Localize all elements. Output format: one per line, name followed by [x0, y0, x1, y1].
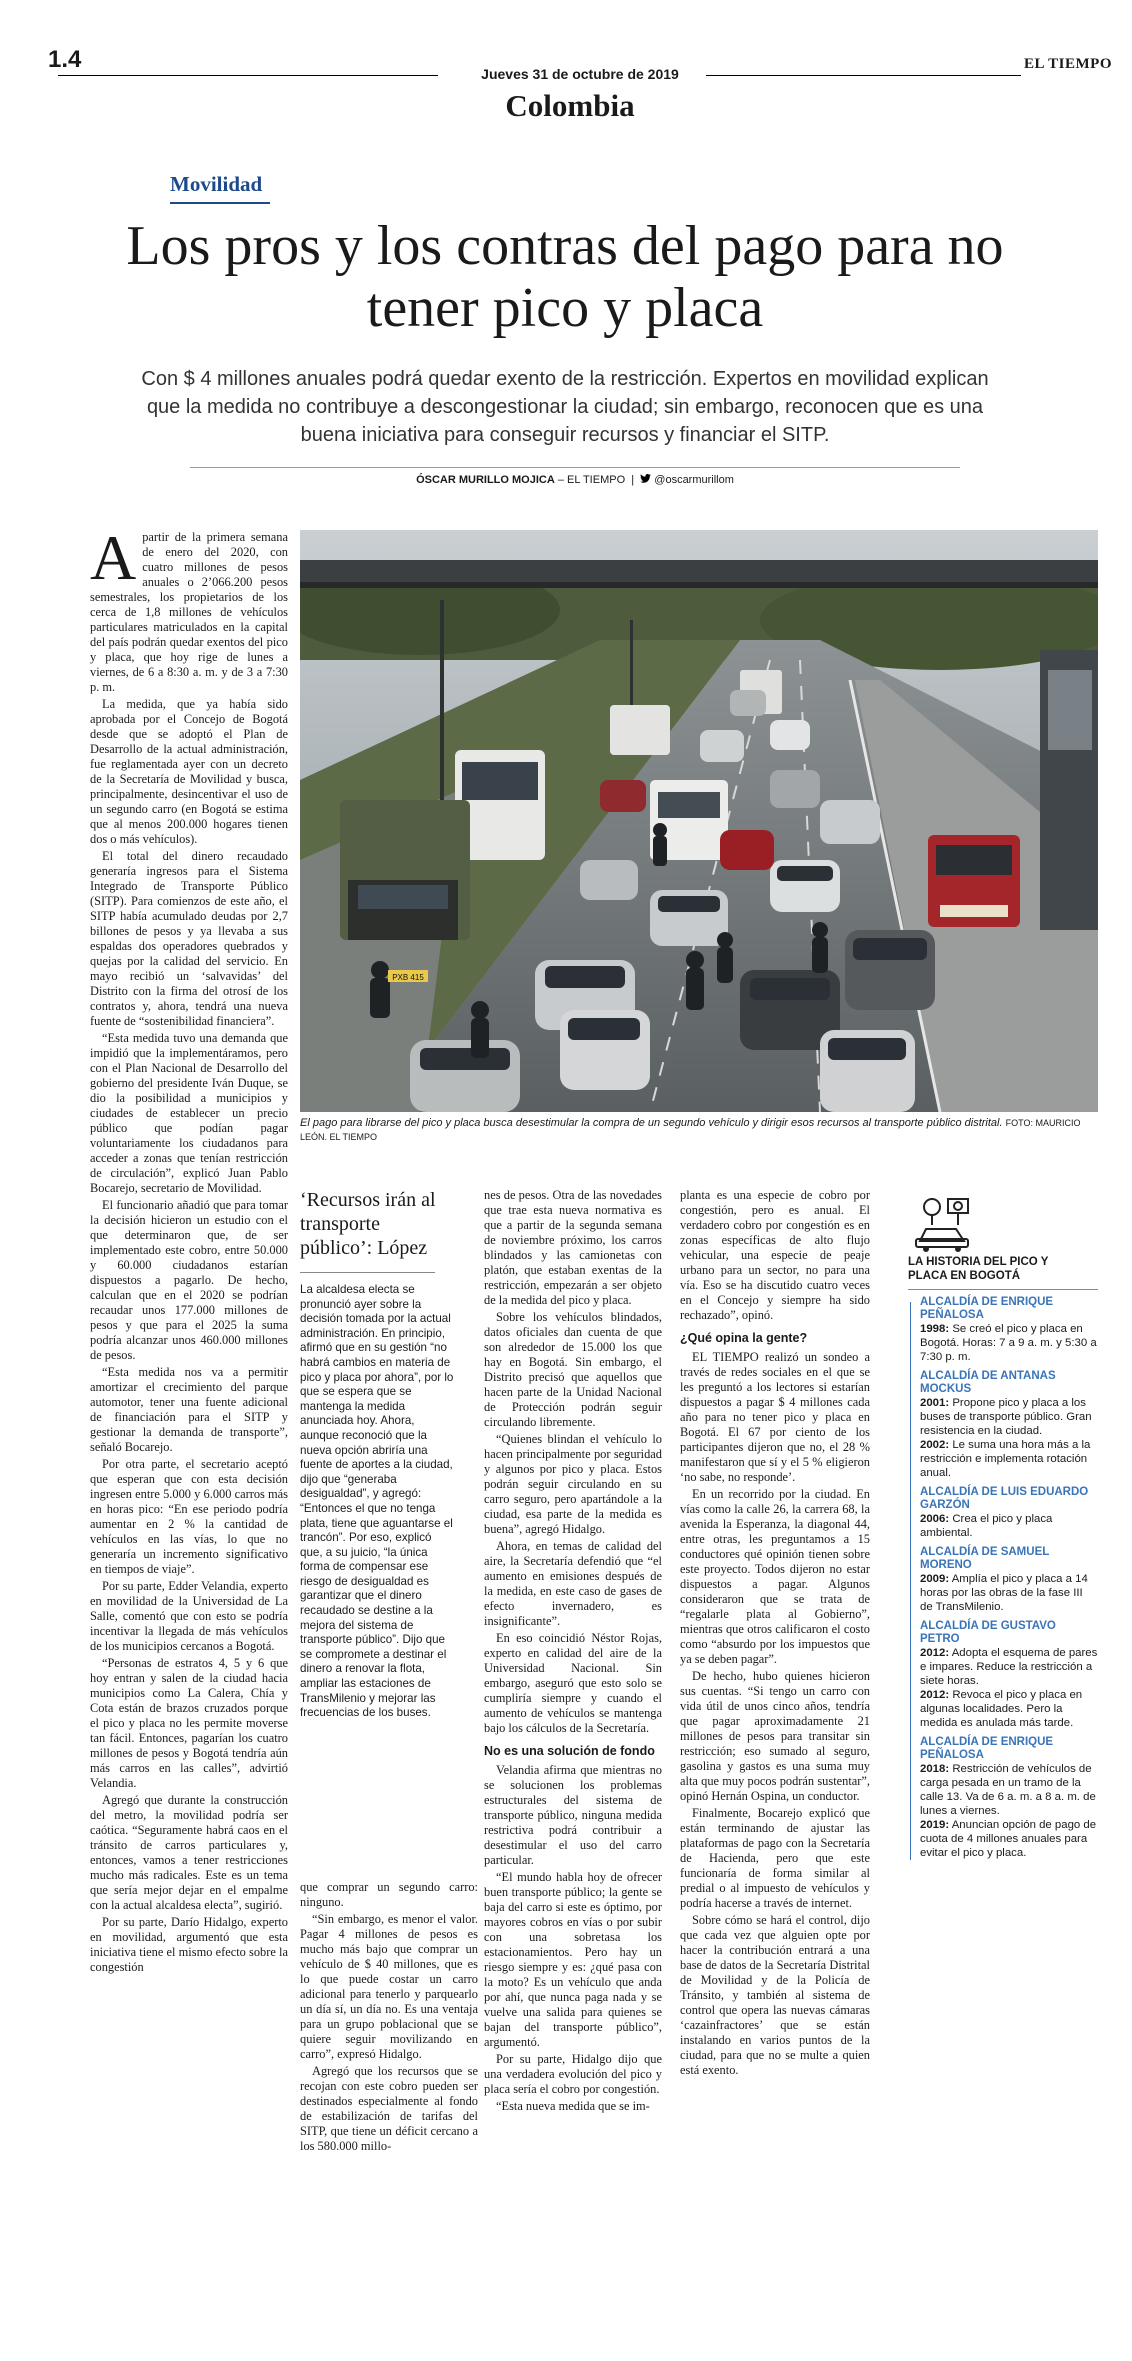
- timeline-period: ALCALDÍA DE GUSTAVO PETRO: [920, 1620, 1056, 1645]
- timeline-period: ALCALDÍA DE SAMUEL MORENO: [920, 1546, 1050, 1571]
- timeline-year: 2019:: [920, 1819, 950, 1831]
- section-title: Colombia: [505, 88, 635, 123]
- timeline-entry: [920, 1688, 1098, 1730]
- timeline-text: Amplía el pico y placa a 14 horas por las obras de la fase III de TransMilenio.: [920, 1573, 1088, 1613]
- byline-author: ÓSCAR MURILLO MOJICA: [416, 474, 555, 486]
- paragraph: “Esta nueva medida que se im-: [496, 2099, 650, 2113]
- article-headline: Los pros y los contras del pago para no tener pico y placa: [126, 215, 1004, 339]
- timeline-text: Propone pico y placa a los buses de transporte público. Gran resistencia en la ciudad.: [920, 1397, 1092, 1437]
- paragraph: El funcionario añadió que para tomar la decisión hicieron un estudio con el que determinaron que, de ser implementado este cobro, entre 50.000 y 60.000 ciudadanos estarían dispuestos a pagarlo. De hecho, calculan que en el 2020 se podrían recaudar unos 177.000 millones de pesos y que para el 2025 la suma podría alcanzar unos 460.000 millones de pesos.: [90, 1198, 288, 1362]
- timeline-period: ALCALDÍA DE LUIS EDUARDO GARZÓN: [920, 1486, 1089, 1511]
- timeline-entry: [920, 1762, 1098, 1818]
- byline-outlet: – EL TIEMPO: [557, 474, 626, 486]
- timeline-entry: [920, 1396, 1098, 1438]
- timeline-text: Crea el pico y placa ambiental.: [920, 1513, 1053, 1539]
- traffic-photo-illustration: [300, 530, 1098, 1112]
- column-3: [484, 1188, 662, 2116]
- timeline-period: ALCALDÍA DE ANTANAS MOCKUS: [920, 1370, 1056, 1395]
- timeline-year: 2009:: [920, 1573, 950, 1585]
- dateline: [460, 66, 700, 82]
- paragraph: “Esta medida nos va a permitir amortizar el crecimiento del parque automotor, tener una fuente adicional de financiación para el SITP y gestionar la demanda de transporte”, señaló Bocarejo.: [90, 1365, 288, 1454]
- paragraph: Por su parte, Edder Velandia, experto en movilidad de la Universidad de La Salle, comentó que con esto se podría incentivar la llegada de más vehículos de los municipios cercanos a Bogotá.: [90, 1579, 288, 1653]
- byline-handle: @oscarmurillom: [654, 474, 734, 486]
- paragraph: Agregó que los recursos que se recojan con este cobro pueden ser destinados especialmente al fondo de estabilización de tarifas del SITP, que tiene un déficit cercano a los 580.000 millo-: [300, 2064, 478, 2153]
- paragraph: nes de pesos. Otra de las novedades que trae esta nueva normativa es que a partir de la segunda semana de noviembre próximo, los carros blindados y las camionetas con platón, que estaban exentas de la restricción, empezarán a ser objeto de la medida del pico y placa.: [484, 1188, 662, 1307]
- timeline-year: 2001:: [920, 1397, 950, 1409]
- paragraph: Finalmente, Bocarejo explicó que están terminando de ajustar las plataformas de pago con la Secretaría de Hacienda, pero que este funcionaría de forma similar al predial o al impuesto de vehículos y podría hacerse a través de internet.: [680, 1806, 870, 1910]
- kicker-underline: [170, 202, 270, 204]
- column-1: [90, 522, 288, 1977]
- column-2-tail: [300, 1880, 478, 2156]
- paragraph: planta es una especie de cobro por congestión, pero es anual. El verdadero cobro por congestión es en zonas específicas de alto flujo vehicular, una especie de peaje urbano para un sector, no para una vía. Eso se ha discutido cuatro veces en el Concejo y siempre ha sido rechazado”, opinó.: [680, 1188, 870, 1322]
- truck-plate: PXB 415: [392, 973, 424, 982]
- timeline-entry: [920, 1322, 1098, 1364]
- timeline-title: LA HISTORIA DEL PICO Y PLACA EN BOGOTÁ: [908, 1256, 1049, 1282]
- paragraph: Velandia afirma que mientras no se solucionen los problemas estructurales del sistema de transporte público, ninguna medida restrictiva podrá contribuir a desestimular el uso del carro particular.: [484, 1763, 662, 1867]
- photo-caption-text: El pago para librarse del pico y placa busca desestimular la compra de un segundo vehículo y dirigir esos recursos al transporte público distrital.: [300, 1117, 1003, 1129]
- paragraph: Por su parte, Hidalgo dijo que una verdadera evolución del pico y placa sería el cobro por congestión.: [484, 2052, 662, 2096]
- paragraph: Sobre cómo se hará el control, dijo que cada vez que alguien opte por hacer la contribución entrará a una base de datos de la Secretaría Distrital de Movilidad y de la Policía de Tránsito, y también al sistema de control que opera las nuevas cámaras ‘cazainfractores’ que se están instalando en varios puntos de la ciudad, para que no se multe a quien está exento.: [680, 1913, 870, 2077]
- timeline-entry: [920, 1572, 1098, 1614]
- paragraph: La medida, que ya había sido aprobada por el Concejo de Bogotá desde que se adoptó el Plan de Desarrollo de la actual administración, fue reglamentada ayer con un decreto de la Secretaría de Movilidad y busca, principalmente, desincentivar el uso de un segundo carro (en Bogotá se estima que al menos 200.000 hogares tienen dos o más vehículos).: [90, 697, 288, 846]
- photo-caption: [300, 1116, 1100, 1144]
- sidebar-box-title: ‘Recursos irán al transporte público’: López: [300, 1189, 436, 1259]
- article-kicker: Movilidad: [170, 172, 263, 196]
- timeline-text: Restricción de vehículos de carga pesada en un tramo de la calle 13. Va de 6 a. m. a 8 a. m. de lunes a viernes.: [920, 1763, 1096, 1817]
- timeline-period: ALCALDÍA DE ENRIQUE PEÑALOSA: [920, 1296, 1054, 1321]
- newspaper-brand: EL TIEMPO: [1024, 56, 1112, 72]
- traffic-camera-car-icon: [912, 1195, 982, 1253]
- paragraph: “Quienes blindan el vehículo lo hacen principalmente por seguridad y algunos por pico y placa. Estos podrán seguir circulando en su carro seguro, pero apartándole a la ciudad, esa parte de la medida es buena”, agregó Hidalgo.: [484, 1432, 662, 1536]
- paragraph: “El mundo habla hoy de ofrecer buen transporte público; la gente se baja del carro si este es óptimo, por mayores cobros en vías o por subir con una sobretasa los estacionamientos. Pero hay un riesgo siempre y es: ¿qué pasa con la moto? Es un vehículo que anda por ahí, que nunca paga nada y se vuelve una salida para quienes se bajan del transporte público”, argumentó.: [484, 1870, 662, 2049]
- timeline-text: Se creó el pico y placa en Bogotá. Horas: 7 a 9 a. m. y 5:30 a 7:30 p. m.: [920, 1323, 1097, 1363]
- subheading: No es una solución de fondo: [484, 1744, 655, 1758]
- paragraph: partir de la primera semana de enero del 2020, con cuatro millones de pesos anuales o 2’066.200 pesos semestrales, los propietarios de los cerca de 1,8 millones de vehículos particulares matriculados en la capital del país podrán quedar exentos del pico y placa, que hoy rige de lunes a viernes, de 6 a 8:30 a. m. y de 3 a 7:30 p. m.: [90, 530, 288, 694]
- timeline-year: 2018:: [920, 1763, 950, 1775]
- paragraph: Por otra parte, el secretario aceptó que esperan que con esta decisión ingresen entre 5.000 y 6.000 carros más en horas pico: “En ese periodo podría aumentar en 2 % la cantidad de vehículos en las vías, lo que no generaría un incremento significativo en tiempos de viaje”.: [90, 1457, 288, 1576]
- article-standfirst: Con $ 4 millones anuales podrá quedar exento de la restricción. Expertos en movilidad explican que la medida no contribuye a descongestionar la ciudad; sin embargo, reconocen que es una buena iniciativa para conseguir recursos y financiar el SITP.: [141, 368, 989, 446]
- traffic-photo: [300, 530, 1098, 1112]
- timeline-entry: [920, 1646, 1098, 1688]
- paragraph: “Esta medida tuvo una demanda que impidió que la implementáramos, pero con el Plan Nacional de Desarrollo del gobierno del presidente Iván Duque, se dio la posibilidad a municipios y ciudades de establecer un precio público que podían pagar voluntariamente los ciudadanos para acceder a zonas que tenían restricción de circulación”, explicó Juan Pablo Bocarejo, secretario de Movilidad.: [90, 1031, 288, 1195]
- paragraph: “Personas de estratos 4, 5 y 6 que hoy entran y salen de la ciudad hacia municipios como La Calera, Chía y Cota están de brazos cruzados porque el pico y placa no les permite moverse tan fácil. Entonces, pagarían los cuatro millones de pesos y Bogotá tendría aún más carros en las calles”, advirtió Velandia.: [90, 1656, 288, 1790]
- timeline-text: Le suma una hora más a la restricción e implementa rotación anual.: [920, 1439, 1091, 1479]
- timeline-text: Adopta el esquema de pares e impares. Reduce la restricción a siete horas.: [920, 1647, 1098, 1687]
- byline-rule: [190, 467, 960, 468]
- twitter-icon: [640, 474, 651, 486]
- paragraph: EL TIEMPO realizó un sondeo a través de redes sociales en el que se les preguntó a los lectores si estarían dispuestos a pagar $ 4 millones cada año para no tener pico y placa en Bogotá. El 67 por ciento de los participantes dijeron que no, el 28 % manifestaron que sí y el 5 % eligieron ‘no sabe, no responde’.: [680, 1350, 870, 1484]
- paragraph: Agregó que durante la construcción del metro, la movilidad podría ser caótica. “Seguramente habrá caos en el tránsito de carros particulares y, entonces, vamos a tener restricciones mucho más radicales. Este es un tema que sería mejor dejar en el empalme con la actual alcaldesa electa”, sugirió.: [90, 1793, 288, 1912]
- timeline-year: 2002:: [920, 1439, 950, 1451]
- byline: ÓSCAR MURILLO MOJICA – EL TIEMPO | @oscarmurillom: [416, 474, 734, 486]
- paragraph: El total del dinero recaudado generaría ingresos para el Sistema Integrado de Transporte Público (SITP). Para comienzos de este año, el SITP había acumulado deudas por 2,7 billones de pesos y ya llevaba a sus espaldas dos operadores quebrados y quejas por la calidad del servicio. En mayo recibió un ‘salvavidas’ del Distrito con la firma del otrosí de los contratos y, ahora, tendrá una nueva fuente de “sostenibilidad financiera”.: [90, 849, 288, 1028]
- timeline-text: Revoca el pico y placa en algunas localidades. Pero la medida es anulada más tarde.: [920, 1689, 1083, 1729]
- timeline-sidebar: [908, 1195, 1098, 1860]
- timeline-entry: [920, 1438, 1098, 1480]
- timeline-text: Anuncian opción de pago de cuota de 4 millones anuales para evitar el pico y placa.: [920, 1819, 1097, 1859]
- paragraph: En eso coincidió Néstor Rojas, experto en calidad del aire de la Universidad Nacional. Sin embargo, aseguró que esto solo se cumpliría siempre y cuando el aumento de vehículos se mantenga bajo los cálculos de la Secretaría.: [484, 1631, 662, 1735]
- timeline-period: ALCALDÍA DE ENRIQUE PEÑALOSA: [920, 1736, 1054, 1761]
- timeline-year: 2012:: [920, 1647, 950, 1659]
- paragraph: Por su parte, Darío Hidalgo, experto en movilidad, argumentó que esta iniciativa tiene el mismo efecto sobre la congestión: [90, 1915, 288, 1974]
- timeline-rule: [908, 1289, 1098, 1290]
- sidebar-box: [300, 1188, 455, 1721]
- photo-credit: FOTO: MAURICIO LEÓN. EL TIEMPO: [300, 1118, 1081, 1142]
- header-rule-right: [706, 75, 1021, 76]
- sidebar-box-rule: [300, 1272, 435, 1273]
- timeline-entry: [920, 1818, 1098, 1860]
- date: Jueves 31 de octubre de 2019: [481, 66, 679, 82]
- timeline-axis: [910, 1302, 911, 1860]
- paragraph: En un recorrido por la ciudad. En vías como la calle 26, la carrera 68, la avenida la Esperanza, la diagonal 44, entre otras, les preguntamos a 15 conductores qué opinión tienen sobre este proyecto. Todos dijeron no estar dispuestos a pagar. Algunos consideraron que se trata de “regalarle plata al Gobierno”, mientras que otros calificaron el costo como “absurdo por los impuestos que ya se deben pagar”.: [680, 1487, 870, 1666]
- timeline-year: 2006:: [920, 1513, 950, 1525]
- timeline-year: 1998:: [920, 1323, 950, 1335]
- paragraph: Sobre los vehículos blindados, datos oficiales dan cuenta de que son alrededor de 15.000 los que hay en Bogotá. Sin embargo, el Distrito precisó que aquellos que hacen parte de la Unidad Nacional de Protección podrán seguir circulando libremente.: [484, 1310, 662, 1429]
- sidebar-box-text: La alcaldesa electa se pronunció ayer sobre la decisión tomada por la actual administración. En principio, afirmó que en su gestión “no habrá cambios en materia de pico y placa por ahora”, por lo que se espera que se mantenga la medida anunciada hoy. Ahora, aunque reconoció que la nueva opción abriría una fuente de aportes a la ciudad, dijo que “generaba desigualdad”, y agregó: “Entonces el que no tenga plata, tiene que aguantarse el trancón”. Por eso, explicó que, a su juicio, “la única forma de compensar ese riesgo de desigualdad es garantizar que el dinero recaudado se destine a la mejora del sistema de transporte público”. Dijo que se compromete a destinar el dinero a renovar la flota, ampliar las estaciones de TransMilenio y mejorar las frecuencias de los buses.: [300, 1283, 454, 1720]
- subheading: ¿Qué opina la gente?: [680, 1331, 808, 1345]
- drop-cap: A: [90, 522, 137, 593]
- timeline-groups: [908, 1296, 1098, 1860]
- column-4: [680, 1188, 870, 2080]
- page-number: 1.4: [48, 46, 82, 73]
- paragraph: “Sin embargo, es menor el valor. Pagar 4 millones de pesos es mucho más bajo que comprar un vehículo de $ 40 millones, que es lo que puede costar un carro adicional para tenerlo y parquearlo un día sí, un día no. Es una ventaja para un grupo poblacional que se quiere seguir movilizando en carro”, expresó Hidalgo.: [300, 1912, 478, 2061]
- paragraph: De hecho, hubo quienes hicieron sus cuentas. “Si tengo un carro con vida útil de unos cinco años, tendría que pagar aproximadamente 21 millones de pesos para transitar sin restricción; eso sumado al seguro, gasolina y gastos es una suma muy alta que muy pocos podrán sustentar”, opinó Hernán Ospina, un conductor.: [680, 1669, 870, 1803]
- paragraph: que comprar un segundo carro: ninguno.: [300, 1880, 478, 1909]
- paragraph: Ahora, en temas de calidad del aire, la Secretaría defendió que “el aumento en emisiones después de la medida, en este caso de gases de efecto invernadero, es insignificante”.: [484, 1539, 662, 1628]
- timeline-content: [908, 1296, 1098, 1860]
- timeline-entry: [920, 1512, 1098, 1540]
- timeline-year: 2012:: [920, 1689, 950, 1701]
- header-rule-left: [58, 75, 438, 76]
